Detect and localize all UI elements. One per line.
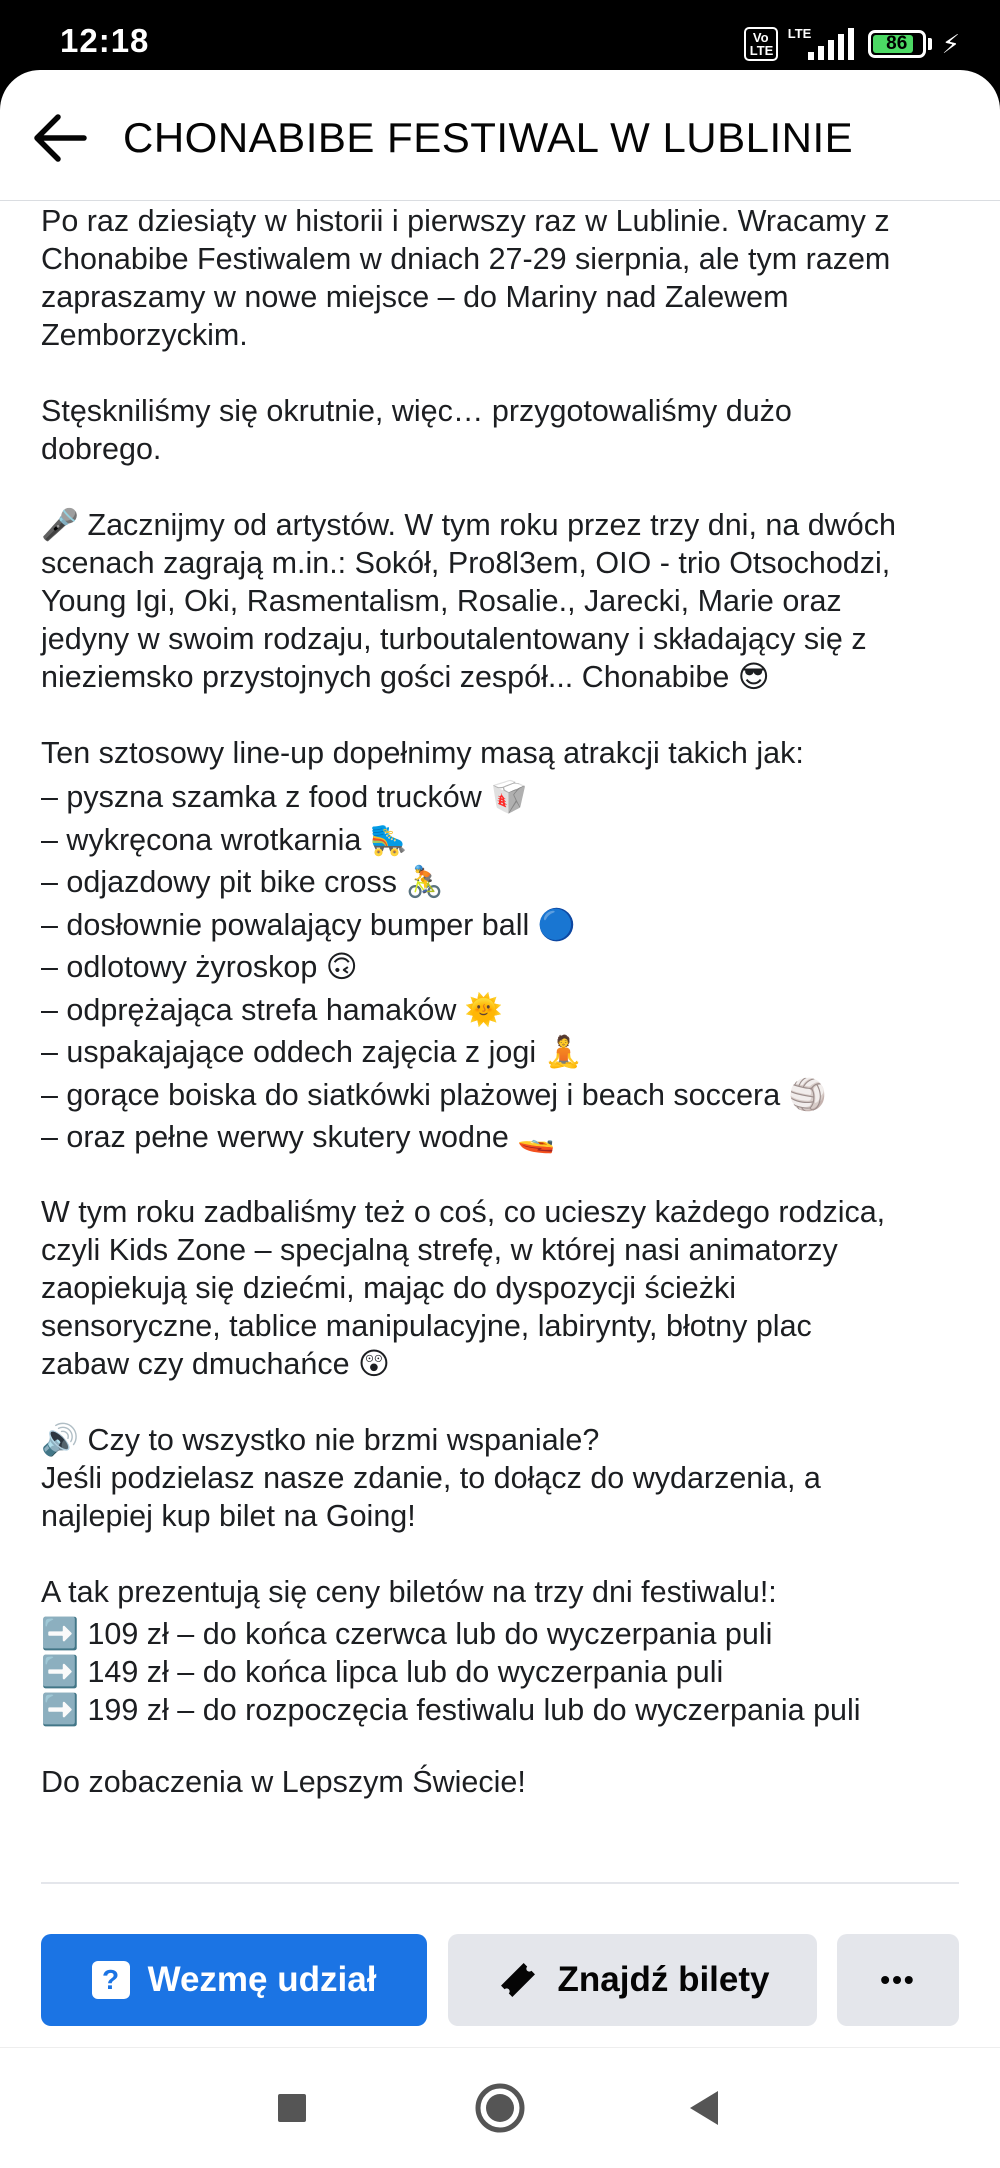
list-item: – oraz pełne werwy skutery wodne 🚤 <box>41 1120 556 1154</box>
closing-line: Do zobaczenia w Lepszym Świecie! <box>41 1764 526 1799</box>
description-paragraph: Po raz dziesiąty w historii i pierwszy raz w Lublinie. Wracamy z Chonabibe Festiwalem w dniach 27-29 sierpnia, ale tym razem zapraszamy w nowe miejsce – do Mariny nad Zalewem Zemborzyckim. <box>41 204 891 352</box>
list-item: – dosłownie powalający bumper ball 🔵 <box>41 907 576 942</box>
description-paragraph: W tym roku zadbaliśmy też o coś, co ucieszy każdego rodzica, czyli Kids Zone – specjalną strefę, w której nasi animatorzy zaopiekują się dziećmi, mając do dyspozycji ścieżki sensoryczne, tablice manipulacyjne, labirynty, błotny plac zabaw czy dmuchańce 😲 <box>41 1194 886 1381</box>
find-tickets-label: Znajdź bilety <box>557 1960 770 1999</box>
going-button[interactable] <box>41 1934 427 2026</box>
prices-list <box>41 1573 971 1729</box>
list-item: – uspakajające oddech zajęcia z jogi 🧘 <box>41 1035 583 1069</box>
divider <box>41 1882 959 1884</box>
list-item: – wykręcona wrotkarnia 🛼 <box>41 822 408 857</box>
home-button[interactable] <box>470 2078 530 2138</box>
network-type: LTE <box>787 26 812 41</box>
triangle-back-icon <box>686 2088 722 2128</box>
back-button[interactable] <box>30 108 90 168</box>
going-button-label: Wezmę udział <box>147 1960 377 1999</box>
attractions-list <box>41 734 971 1159</box>
back-arrow-icon <box>32 113 88 163</box>
battery-icon <box>868 30 926 58</box>
recents-button[interactable] <box>262 2078 322 2138</box>
event-actions <box>41 1934 959 2026</box>
price-item: ➡️ 199 zł – do rozpoczęcia festiwalu lub do wyczerpania puli <box>41 1692 861 1727</box>
list-item: – odlotowy żyroskop 🙃 <box>41 950 358 984</box>
question-icon: ? <box>92 1961 130 1999</box>
charging-icon: ⚡ <box>941 28 960 59</box>
description-paragraph: 🔊 Czy to wszystko nie brzmi wspaniale? Jeśli podzielasz nasze zdanie, to dołącz do wydarzenia, a najlepiej kup bilet na Going! <box>41 1422 821 1533</box>
event-description <box>41 202 971 1839</box>
square-icon <box>276 2092 308 2124</box>
page-title: CHONABIBE FESTIWAL W LUBLINIE <box>123 114 854 161</box>
ticket-icon <box>496 1958 540 2002</box>
status-icons <box>744 24 960 64</box>
back-nav-button[interactable] <box>674 2078 734 2138</box>
price-item: ➡️ 109 zł – do końca czerwca lub do wyczerpania puli <box>41 1616 773 1651</box>
list-item: – odjazdowy pit bike cross 🚴 <box>41 865 444 899</box>
more-dots-icon: ••• <box>880 1964 916 1995</box>
status-bar <box>0 0 1000 72</box>
battery-tip <box>928 38 932 50</box>
description-paragraph: Stęskniliśmy się okrutnie, więc… przygotowaliśmy dużo dobrego. <box>41 394 792 466</box>
signal-icon <box>788 26 858 62</box>
find-tickets-button[interactable] <box>448 1934 817 2026</box>
status-time: 12:18 <box>60 22 150 59</box>
prices-intro: A tak prezentują się ceny biletów na trzy dni festiwalu!: <box>41 1574 777 1609</box>
list-item: – pyszna szamka z food trucków 🥡 <box>41 780 529 814</box>
header <box>0 70 1000 201</box>
system-nav-bar <box>0 2047 1000 2168</box>
description-paragraph: 🎤 Zacznijmy od artystów. W tym roku przez trzy dni, na dwóch scenach zagrają m.in.: Sokół, Pro8l3em, OIO - trio Otsochodzi, Young Igi, Oki, Rasmentalism, Rosalie., Jarecki, Marie oraz jedyny w swoim rodzaju, turboutalentowany i składający się z nieziemsko przystojnych gości zespół... Chonabibe 😎 <box>41 508 896 694</box>
price-item: ➡️ 149 zł – do końca lipca lub do wyczerpania puli <box>41 1654 724 1689</box>
list-item: – odprężająca strefa hamaków 🌞 <box>41 992 503 1027</box>
home-circle-icon <box>474 2082 526 2134</box>
list-item: – gorące boiska do siatkówki plażowej i beach soccera 🏐 <box>41 1077 827 1112</box>
attractions-intro: Ten sztosowy line-up dopełnimy masą atrakcji takich jak: <box>41 736 804 770</box>
event-details-sheet <box>0 70 1000 2047</box>
volte-icon: Vo LTE <box>744 27 778 61</box>
more-options-button[interactable] <box>837 1934 959 2026</box>
battery-level: 86 <box>886 33 908 54</box>
